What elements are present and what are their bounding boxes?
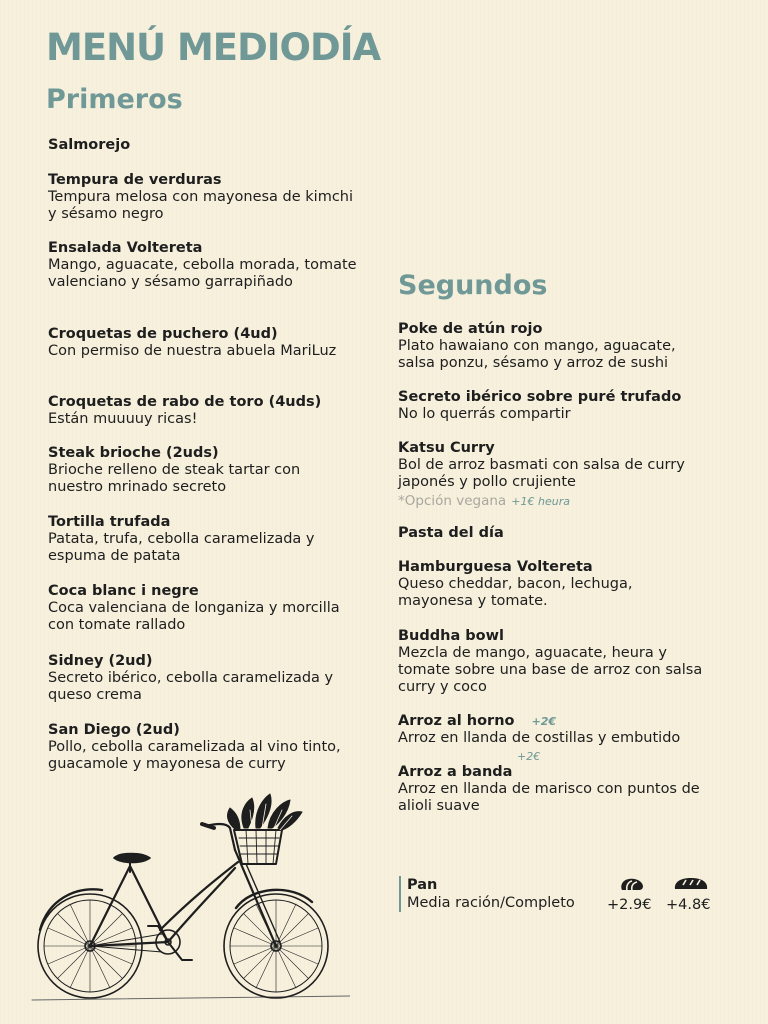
item-name: Croquetas de puchero (4ud): [48, 326, 278, 342]
item-name: San Diego (2ud): [48, 722, 180, 738]
primeros-heading: Primeros: [46, 84, 183, 115]
menu-item: [398, 321, 708, 372]
bread-label: Pan: [407, 877, 438, 893]
menu-item: [398, 559, 708, 610]
item-name: Katsu Curry: [398, 440, 495, 456]
item-name: Coca blanc i negre: [48, 583, 199, 599]
item-description: Coca valenciana de longaniza y morcilla con tomate rallado: [48, 600, 340, 633]
menu-item: [48, 445, 358, 496]
loaf-icon: [673, 875, 709, 895]
menu-item: [48, 394, 358, 428]
item-name: Tempura de verduras: [48, 172, 222, 188]
full-bread-price: +4.8€: [666, 897, 711, 913]
menu-item: [48, 172, 358, 223]
item-description: Patata, trufa, cebolla caramelizada y espuma de patata: [48, 531, 315, 564]
menu-item: [48, 722, 358, 773]
menu-title: MENÚ MEDIODÍA: [46, 26, 381, 69]
item-name: Tortilla trufada: [48, 514, 171, 530]
item-name: [398, 713, 708, 730]
item-name: Ensalada Voltereta: [48, 240, 203, 256]
menu-item: [48, 240, 358, 291]
item-description: Brioche relleno de steak tartar con nuestro mrinado secreto: [48, 462, 301, 495]
item-description: Están muuuuy ricas!: [48, 411, 198, 427]
item-description: Arroz en llanda de costillas y embutido: [398, 730, 681, 746]
item-description: Secreto ibérico, cebolla caramelizada y queso crema: [48, 670, 334, 703]
item-name: Arroz a banda: [398, 764, 513, 780]
menu-item: [48, 137, 358, 154]
item-name: Hamburguesa Voltereta: [398, 559, 593, 575]
menu-item: [48, 653, 358, 704]
menu-item: [398, 525, 708, 542]
item-description: Tempura melosa con mayonesa de kimchi y sésamo negro: [48, 189, 354, 222]
item-description: Con permiso de nuestra abuela MariLuz: [48, 343, 337, 359]
item-description: Pollo, cebolla caramelizada al vino tinto, guacamole y mayonesa de curry: [48, 739, 341, 772]
menu-item: [398, 628, 708, 696]
menu-item: [398, 440, 708, 510]
item-name: Sidney (2ud): [48, 653, 153, 669]
item-description: Queso cheddar, bacon, lechuga, mayonesa y tomate.: [398, 576, 633, 609]
menu-item: [398, 389, 708, 423]
price-supplement: +2€: [531, 715, 557, 728]
item-name: Steak brioche (2uds): [48, 445, 219, 461]
menu-item: [48, 514, 358, 565]
item-name: Secreto ibérico sobre puré trufado: [398, 389, 682, 405]
item-description: Plato hawaiano con mango, aguacate, salsa ponzu, sésamo y arroz de sushi: [398, 338, 676, 371]
bicycle-illustration: [30, 790, 350, 1016]
bread-section: [399, 876, 575, 912]
item-name: Poke de atún rojo: [398, 321, 543, 337]
item-description: Mezcla de mango, aguacate, heura y tomate sobre una base de arroz con salsa curry y coco: [398, 645, 703, 695]
segundos-heading: Segundos: [398, 270, 548, 301]
price-supplement: +2€: [517, 750, 541, 763]
vegan-option-note: *Opción vegana: [398, 493, 507, 509]
item-description: Bol de arroz basmati con salsa de curry japonés y pollo crujiente: [398, 457, 685, 490]
half-bread-price: +2.9€: [607, 897, 652, 913]
half-bread-icon: [619, 877, 645, 897]
item-name: Salmorejo: [48, 137, 131, 153]
item-name: Croquetas de rabo de toro (4uds): [48, 394, 322, 410]
item-description: Mango, aguacate, cebolla morada, tomate valenciano y sésamo garrapiñado: [48, 257, 357, 290]
menu-item: [48, 583, 358, 634]
menu-item: [398, 713, 708, 747]
item-name: Buddha bowl: [398, 628, 504, 644]
item-name: Pasta del día: [398, 525, 504, 541]
item-description: No lo querrás compartir: [398, 406, 571, 422]
item-name-text: Arroz al horno: [398, 713, 515, 729]
menu-item: [398, 764, 708, 815]
bread-options-label: Media ración/Completo: [407, 895, 575, 911]
item-description: Arroz en llanda de marisco con puntos de alioli suave: [398, 781, 700, 814]
vegan-option-price: +1€ heura: [511, 495, 570, 508]
menu-item: [48, 326, 358, 360]
